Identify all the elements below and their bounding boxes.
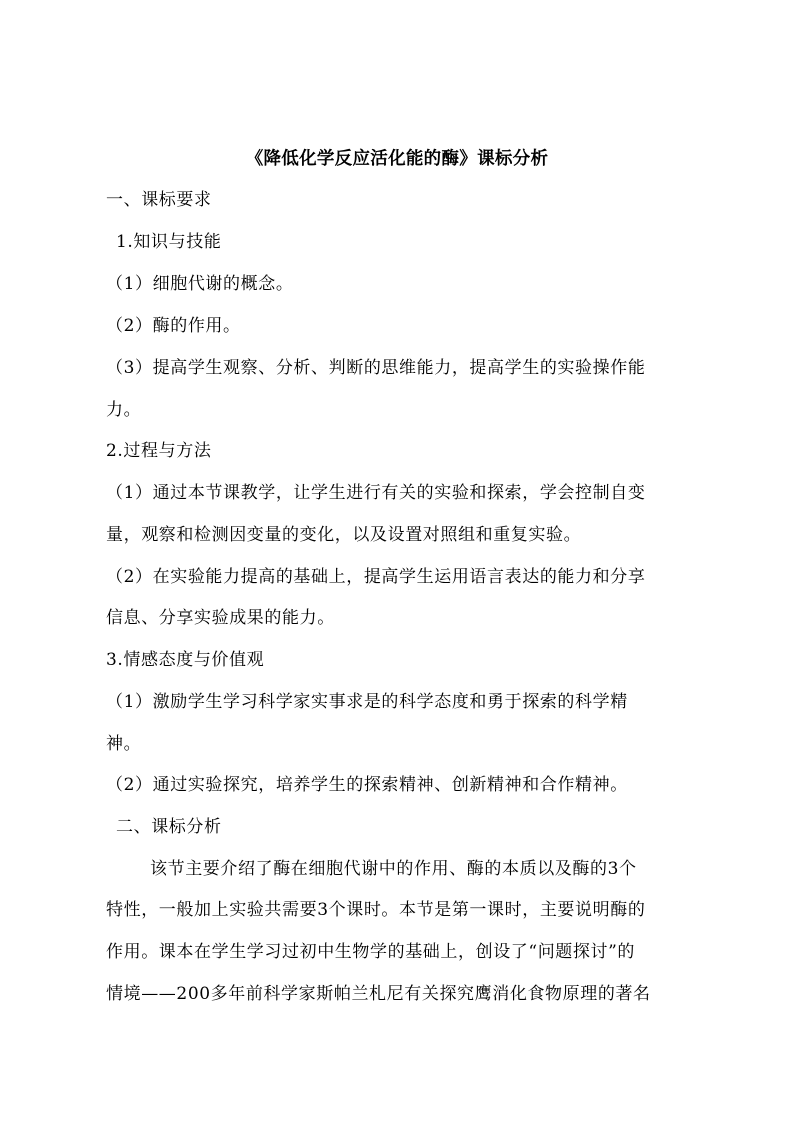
subsection-heading: 2.过程与方法 xyxy=(106,441,212,461)
paragraph-line: 信息、分享实验成果的能力。 xyxy=(106,608,335,628)
paragraph-line: （2）在实验能力提高的基础上，提高学生运用语言表达的能力和分享 xyxy=(106,567,646,587)
subsection-heading: 3.情感态度与价值观 xyxy=(106,650,265,670)
paragraph-line: 该节主要介绍了酶在细胞代谢中的作用、酶的本质以及酶的3个 xyxy=(150,859,637,879)
paragraph-line: （1）通过本节课教学，让学生进行有关的实验和探索，学会控制自变 xyxy=(106,483,646,503)
paragraph-line: 力。 xyxy=(106,400,142,420)
paragraph-line: （3）提高学生观察、分析、判断的思维能力，提高学生的实验操作能 xyxy=(106,358,646,378)
paragraph-line: （2）通过实验探究，培养学生的探索精神、创新精神和合作精神。 xyxy=(106,775,628,795)
paragraph-line: 作用。课本在学生学习过初中生物学的基础上，创设了“问题探讨”的 xyxy=(106,942,635,962)
section-heading: 二、课标分析 xyxy=(116,817,222,837)
paragraph-line: 神。 xyxy=(106,734,142,754)
paragraph-line: 特性，一般加上实验共需要3个课时。本节是第一课时，主要说明酶的 xyxy=(106,900,646,920)
paragraph-line: （1）细胞代谢的概念。 xyxy=(106,274,294,294)
paragraph-line: （2）酶的作用。 xyxy=(106,316,241,336)
paragraph-line: （1）激励学生学习科学家实事求是的科学态度和勇于探索的科学精 xyxy=(106,692,628,712)
section-heading: 一、课标要求 xyxy=(106,190,212,210)
paragraph-line: 情境——200多年前科学家斯帕兰札尼有关探究鹰消化食物原理的著名 xyxy=(106,984,651,1004)
document-title: 《降低化学反应活化能的酶》课标分析 xyxy=(245,149,549,169)
subsection-heading: 1.知识与技能 xyxy=(116,232,222,252)
paragraph-line: 量，观察和检测因变量的变化，以及设置对照组和重复实验。 xyxy=(106,525,582,545)
